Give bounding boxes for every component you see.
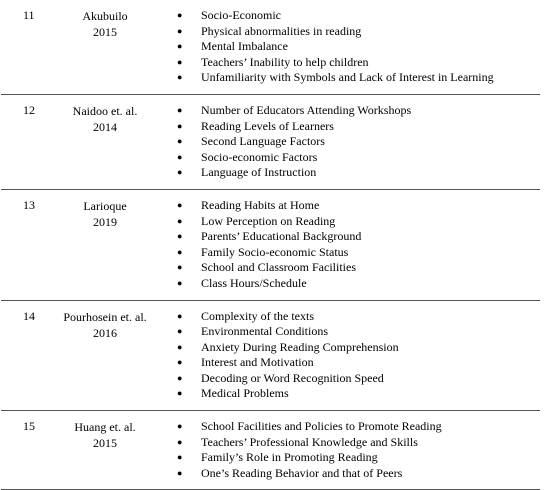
table-row	[1, 301, 540, 412]
bullet-icon: ●	[177, 388, 183, 399]
author-cell	[53, 8, 157, 40]
bullet-icon: ●	[177, 199, 183, 210]
factor-text: Anxiety During Reading Comprehension	[201, 339, 399, 354]
row-number: 11	[23, 8, 35, 22]
author-name: Larioque	[83, 198, 127, 213]
author-year: 2016	[93, 325, 117, 340]
bullet-icon: ●	[177, 104, 183, 115]
factor-text: Medical Problems	[201, 386, 289, 401]
factor-text: Complexity of the texts	[201, 308, 314, 323]
list-item	[177, 260, 540, 276]
list-item	[177, 39, 540, 55]
table-row	[1, 190, 540, 301]
factor-text: Environmental Conditions	[201, 324, 328, 339]
list-item	[177, 149, 540, 166]
list-item	[177, 213, 540, 230]
row-number: 15	[23, 419, 35, 434]
factor-text: School Facilities and Policies to Promote Reading	[201, 419, 442, 434]
list-item	[177, 450, 540, 466]
author-cell	[53, 309, 157, 341]
factor-text: Class Hours/Schedule	[201, 275, 307, 290]
author-cell	[53, 198, 157, 230]
list-item	[177, 54, 540, 71]
bullet-icon: ●	[177, 151, 183, 162]
bullet-icon: ●	[177, 167, 183, 178]
list-item	[177, 275, 540, 292]
list-item	[177, 434, 540, 451]
list-item	[177, 197, 540, 214]
bullet-icon: ●	[177, 326, 183, 337]
factor-text: Socio-Economic	[201, 8, 281, 22]
factors-table	[1, 0, 540, 490]
bullet-icon: ●	[177, 56, 183, 67]
factor-text: Reading Levels of Learners	[201, 118, 334, 133]
list-item	[177, 102, 540, 119]
factor-text: Teachers’ Inability to help children	[201, 54, 369, 69]
list-item	[177, 355, 540, 371]
author-year: 2015	[93, 25, 117, 39]
factor-text: Low Perception on Reading	[201, 213, 336, 228]
author-name: Naidoo et. al.	[72, 103, 138, 118]
author-cell	[53, 419, 157, 451]
factor-text: Decoding or Word Recognition Speed	[201, 370, 384, 385]
author-cell	[53, 103, 157, 135]
author-year: 2019	[93, 214, 117, 229]
table-row	[1, 0, 540, 95]
bullet-icon: ●	[177, 25, 183, 36]
list-item	[177, 70, 540, 86]
bullet-icon: ●	[177, 215, 183, 226]
bullet-icon: ●	[177, 421, 183, 432]
factor-text: Teachers’ Professional Knowledge and Skills	[201, 434, 418, 449]
bullet-icon: ●	[177, 357, 183, 368]
bullet-icon: ●	[177, 231, 183, 242]
bullet-icon: ●	[177, 72, 183, 83]
list-item	[177, 229, 540, 245]
list-item	[177, 386, 540, 402]
author-name: Pourhosein et. al.	[63, 309, 147, 324]
factor-text: Language of Instruction	[201, 165, 317, 180]
table-row	[1, 411, 540, 490]
factor-text: Mental Imbalance	[201, 39, 288, 54]
factor-text: Socio-economic Factors	[201, 149, 318, 164]
list-item	[177, 134, 540, 150]
bullet-icon: ●	[177, 136, 183, 147]
list-item	[177, 118, 540, 135]
factor-text: One’s Reading Behavior and that of Peers	[201, 465, 403, 480]
bullet-icon: ●	[177, 10, 183, 20]
list-item	[177, 165, 540, 181]
bullet-icon: ●	[177, 436, 183, 447]
factor-text: Number of Educators Attending Workshops	[201, 102, 412, 117]
list-item	[177, 419, 540, 435]
list-item	[177, 23, 540, 40]
factor-text: Unfamiliarity with Symbols and Lack of Interest in Learning	[201, 70, 494, 85]
bullet-icon: ●	[177, 310, 183, 321]
bullet-icon: ●	[177, 341, 183, 352]
bullet-icon: ●	[177, 120, 183, 131]
bullet-icon: ●	[177, 452, 183, 463]
bullet-icon: ●	[177, 372, 183, 383]
row-number: 14	[23, 308, 35, 323]
row-number: 12	[23, 102, 35, 117]
factor-text: Reading Habits at Home	[201, 197, 320, 212]
author-year: 2014	[93, 119, 117, 134]
row-number: 13	[23, 197, 35, 212]
list-item	[177, 8, 540, 24]
factor-text: Parents’ Educational Background	[201, 229, 362, 244]
factor-text: School and Classroom Facilities	[201, 260, 356, 275]
list-item	[177, 324, 540, 340]
author-name: Akubuilo	[82, 9, 128, 23]
factor-text: Physical abnormalities in reading	[201, 23, 362, 38]
list-item	[177, 370, 540, 387]
author-year: 2015	[93, 436, 117, 451]
author-name: Huang et. al.	[74, 420, 136, 435]
bullet-icon: ●	[177, 246, 183, 257]
list-item	[177, 308, 540, 325]
bullet-icon: ●	[177, 277, 183, 288]
list-item	[177, 465, 540, 482]
bullet-icon: ●	[177, 41, 183, 52]
factor-text: Second Language Factors	[201, 134, 325, 149]
table-row	[1, 95, 540, 190]
bullet-icon: ●	[177, 467, 183, 478]
list-item	[177, 244, 540, 261]
bullet-icon: ●	[177, 262, 183, 273]
factor-text: Interest and Motivation	[201, 355, 314, 370]
factor-text: Family Socio-economic Status	[201, 244, 349, 259]
factor-text: Family’s Role in Promoting Reading	[201, 450, 378, 465]
list-item	[177, 339, 540, 356]
